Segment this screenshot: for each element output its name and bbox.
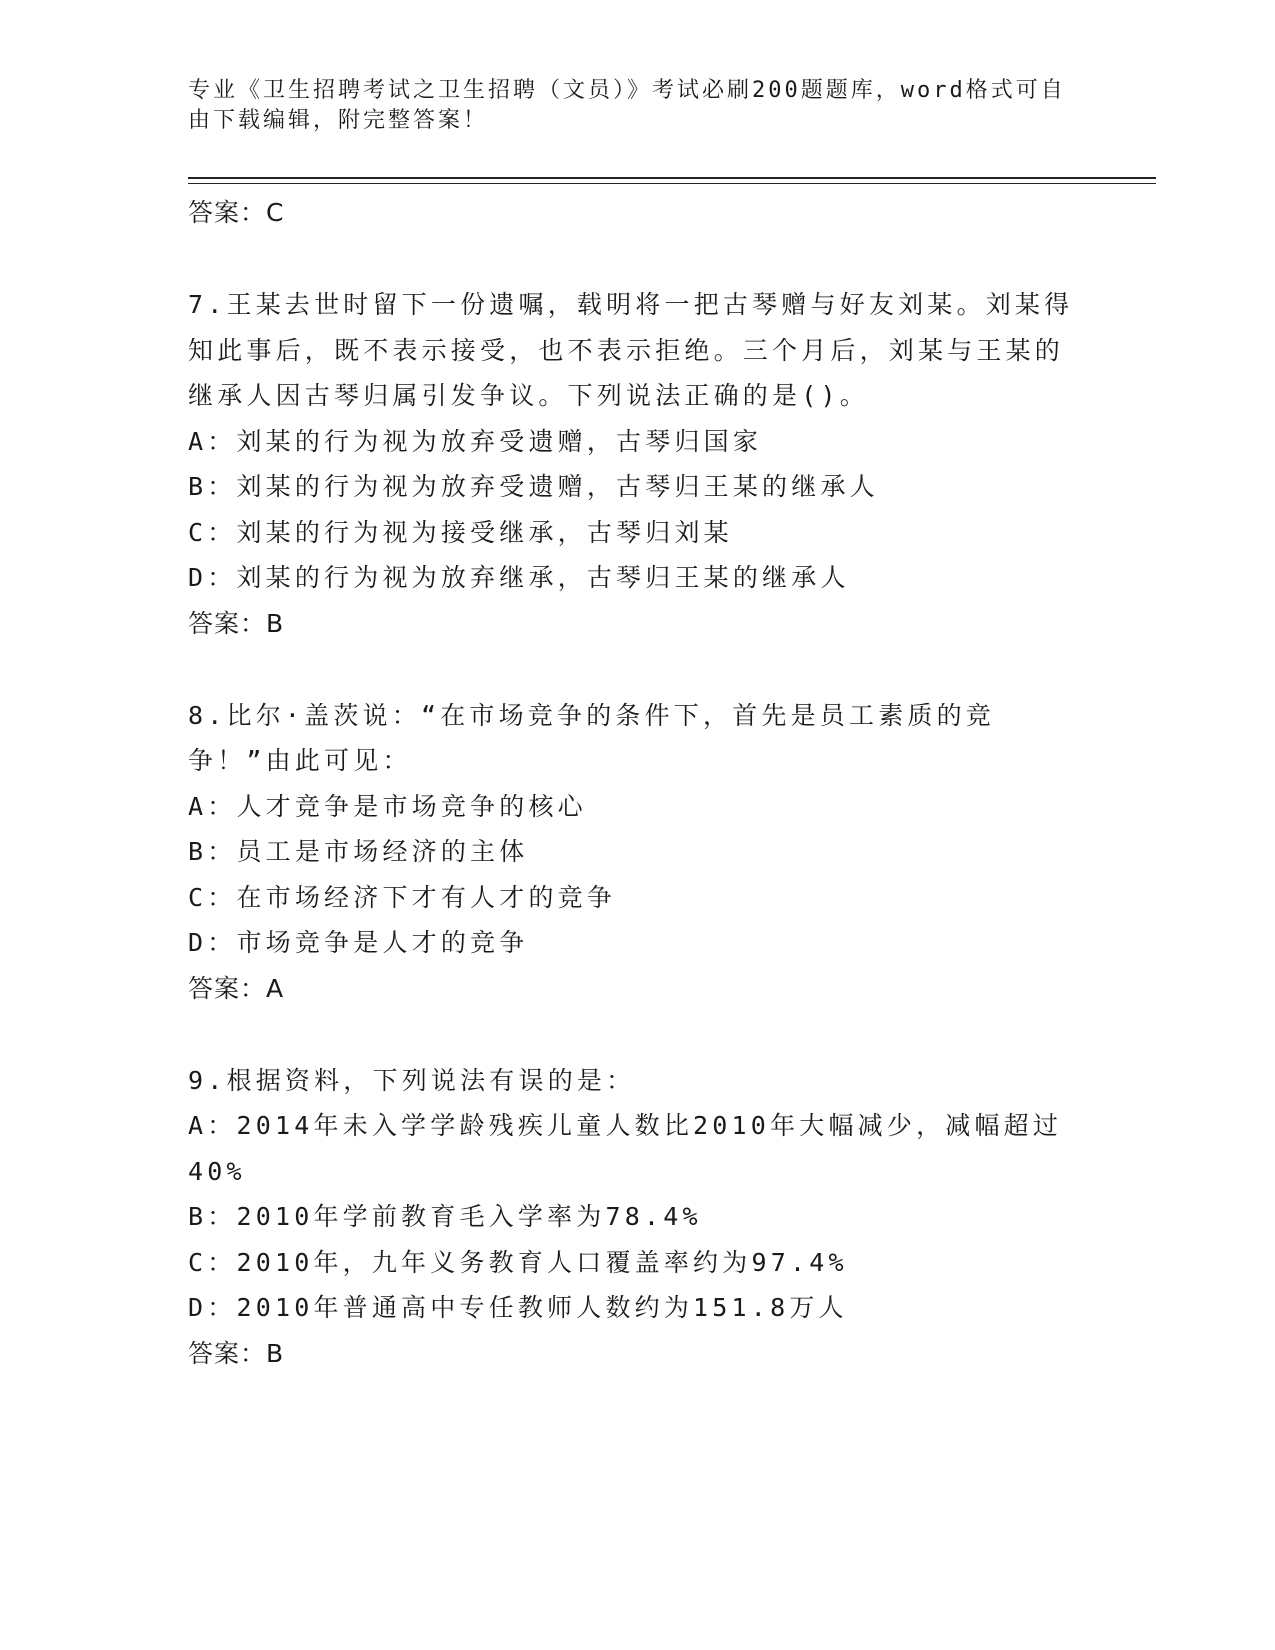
- option-c: C：在市场经济下才有人才的竞争: [188, 882, 617, 912]
- option-b: B：员工是市场经济的主体: [188, 837, 529, 866]
- option-b: B：刘某的行为视为放弃受遗赠，古琴归王某的继承人: [188, 472, 879, 501]
- option-a: A：2014年未入学学龄残疾儿童人数比2010年大幅减少，减幅超过40%: [188, 1111, 1063, 1186]
- question-text: 8.比尔·盖茨说：“在市场竞争的条件下，首先是员工素质的竞争！”由此可见：: [188, 700, 996, 775]
- header-divider-thick: [188, 177, 1156, 179]
- question-text: 9.根据资料，下列说法有误的是：: [188, 1065, 636, 1095]
- option-a: A：刘某的行为视为放弃受遗赠，古琴归国家: [188, 426, 763, 456]
- option-d: D：2010年普通高中专任教师人数约为151.8万人: [188, 1293, 848, 1322]
- option-b: B：2010年学前教育毛入学率为78.4%: [188, 1202, 702, 1231]
- question-7: [188, 282, 1078, 647]
- question-8: [188, 693, 1078, 1012]
- question-text: 7.王某去世时留下一份遗嘱，载明将一把古琴赠与好友刘某。刘某得知此事后，既不表示接受，也不表示拒绝。三个月后，刘某与王某的继承人因古琴归属引发争议。下列说法正确的是()。: [188, 290, 1074, 410]
- document-header: 专业《卫生招聘考试之卫生招聘（文员）》考试必刷200题题库，word格式可自由下载编辑，附完整答案！: [188, 78, 1066, 133]
- question-9: [188, 1058, 1078, 1377]
- option-d: D：市场竞争是人才的竞争: [188, 928, 529, 957]
- answer: 答案：B: [188, 608, 285, 638]
- option-c: C：2010年，九年义务教育人口覆盖率约为97.4%: [188, 1247, 848, 1277]
- previous-answer: 答案：C: [188, 198, 285, 227]
- option-d: D：刘某的行为视为放弃继承，古琴归王某的继承人: [188, 563, 850, 592]
- header-divider-thin: [188, 183, 1156, 184]
- question-list: [188, 190, 1078, 1377]
- answer: 答案：A: [188, 973, 285, 1003]
- option-c: C：刘某的行为视为接受继承，古琴归刘某: [188, 517, 733, 547]
- option-a: A：人才竞争是市场竞争的核心: [188, 791, 587, 821]
- answer: 答案：B: [188, 1338, 285, 1368]
